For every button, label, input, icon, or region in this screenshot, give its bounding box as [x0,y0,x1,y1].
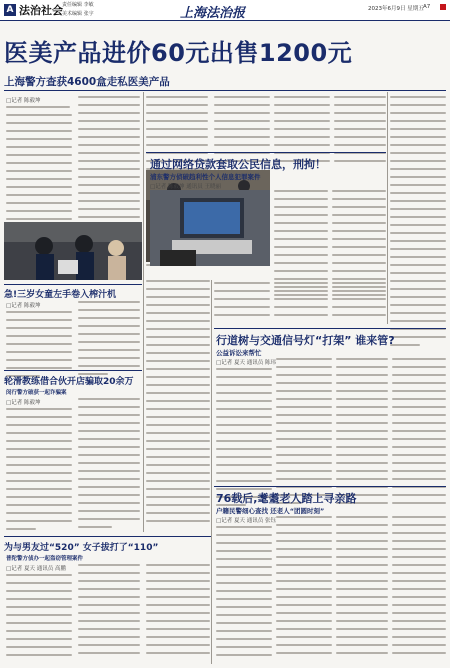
issue-date: 2023年6月9日 星期五 [368,6,424,12]
elder-top-rule [214,486,446,487]
editor-line: 责任编辑 李敏 [62,2,94,8]
corner-mark-icon [440,4,446,10]
skate-byline: □记者 陈毅坤 [6,400,41,406]
story520-text-col3 [146,564,210,654]
lead-text-col7 [390,96,446,346]
story520-headline: 为与男友过“520” 女子拔打了“110” [4,543,159,553]
elder-byline: □记者 夏天 通讯员 张钰 [216,518,276,524]
finger-photo-rescue [4,222,142,280]
story520-text-col2 [78,564,140,654]
section-title: 法治社会 [19,4,63,17]
loan-text-col2 [274,190,328,296]
loan-top-rule [146,152,386,153]
designer-line: 美术编辑 张宇 [62,11,94,17]
traffic-text-col3 [336,358,388,504]
skate-subheadline: 闵行警方破获一起诈骗案 [6,390,67,396]
lead-headline: 医美产品进价60元出售1200元 [4,39,353,67]
loan-text-col2b [274,282,328,316]
newspaper-masthead: 上海法治报 [180,6,246,21]
column-divider [211,280,212,664]
finger-text-col1 [6,311,72,377]
elder-text-col3 [336,516,388,654]
loan-text-col1b [214,282,270,316]
lead-text-col2 [78,96,140,234]
middle-text-col [146,280,210,522]
loan-subheadline: 浦东警方侦破趋利性个人信息犯罪案件 [150,173,261,181]
finger-text-col2 [78,301,140,375]
story520-top-rule [4,536,212,537]
page-number: A7 [423,4,431,10]
loan-headline: 通过网络贷款套取公民信息，刑拘！ [150,158,326,171]
finger-headline: 急!三岁女童左手卷入榨汁机 [4,290,117,300]
traffic-subheadline: 公益诉讼来帮忙 [216,349,262,357]
elder-subheadline: 户籍民警细心查找 还老人“团圆时刻” [216,507,325,515]
finger-byline: □记者 陈毅坤 [6,303,41,309]
column-divider [387,92,388,324]
story520-text-col1 [6,574,72,656]
traffic-text-col4 [392,358,446,504]
elder-text-col4 [392,516,446,654]
lead-subheadline: 上海警方查获4600盒走私医美产品 [4,76,170,88]
lead-byline: □记者 陈毅坤 [6,98,41,104]
skate-top-rule [4,370,142,371]
loan-text-col3b [332,282,386,316]
elder-text-col1 [216,526,272,656]
traffic-text-col2 [276,358,332,504]
loan-byline: □记者 陈毅坤 通讯员 王晓丽 [150,184,221,190]
loan-text-col3 [332,190,386,296]
traffic-top-rule [214,328,446,329]
finger-top-rule [4,284,142,285]
column-divider [143,92,144,532]
section-icon: A [4,4,16,16]
traffic-byline: □记者 夏天 通讯员 陈玮 [216,360,276,366]
elder-headline: 76载后,耄耋老人踏上寻亲路 [216,492,357,505]
skate-headline: 轮滑教练借合伙开店骗取20余万 [4,377,134,387]
story520-subheadline: 普陀警方侦办一起盗窃管理案件 [6,556,84,562]
traffic-headline: 行道树与交通信号灯“打架” 谁来管? [216,334,395,347]
elder-text-col2 [276,516,332,654]
skate-text-col1 [6,408,72,530]
loan-photo-computer [150,190,270,266]
lead-text-col1 [6,106,72,236]
lead-rule [4,90,446,91]
skate-text-col2 [78,398,140,528]
story520-byline: □记者 夏天 通讯员 高鹏 [6,566,66,572]
